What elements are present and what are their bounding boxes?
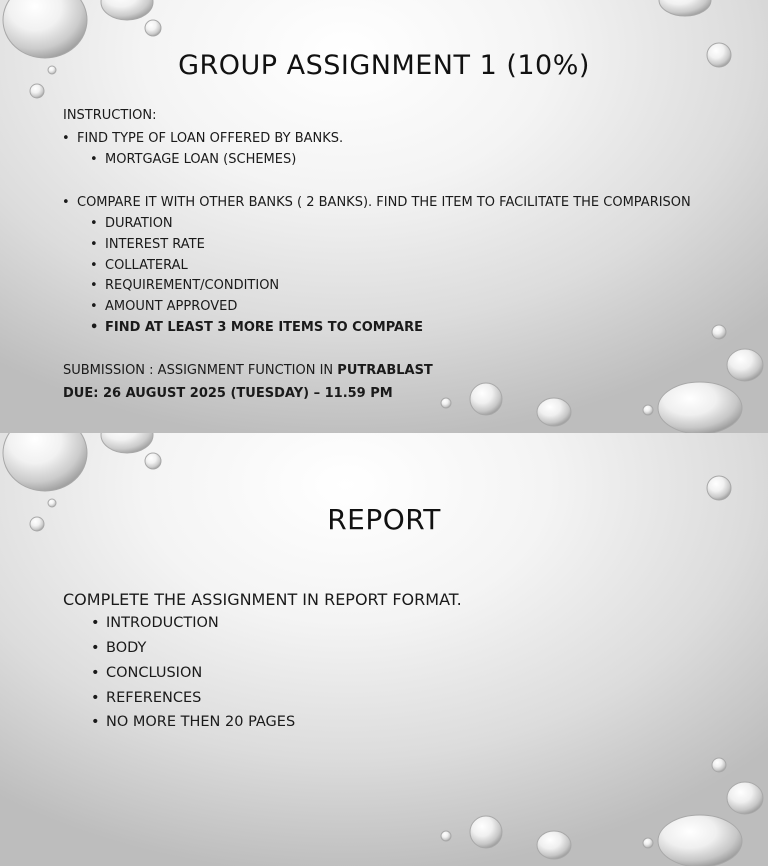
submission-platform: PUTRABLAST (337, 363, 433, 378)
slide-title: GROUP ASSIGNMENT 1 (10%) (178, 50, 590, 81)
instruction-label: INSTRUCTION: (63, 108, 157, 123)
list-item-references: • REFERENCES (106, 690, 201, 706)
slide-title: REPORT (327, 503, 441, 536)
sub-bullet-collateral: • COLLATERAL (105, 258, 188, 273)
submission-prefix: SUBMISSION : ASSIGNMENT FUNCTION IN (63, 363, 338, 378)
due-date: DUE: 26 AUGUST 2025 (TUESDAY) – 11.59 PM (63, 386, 393, 401)
sub-bullet-amount-approved: • AMOUNT APPROVED (105, 299, 237, 314)
list-item-introduction: • INTRODUCTION (106, 615, 219, 631)
sub-bullet-interest-rate: • INTEREST RATE (105, 237, 205, 252)
slide-2 (0, 433, 768, 866)
list-item-page-limit: • NO MORE THEN 20 PAGES (106, 714, 295, 730)
sub-bullet-mortgage-loan: • MORTGAGE LOAN (SCHEMES) (105, 152, 296, 167)
sub-bullet-more-items: • FIND AT LEAST 3 MORE ITEMS TO COMPARE (105, 320, 423, 335)
bullet-find-loan-type: • FIND TYPE OF LOAN OFFERED BY BANKS. (77, 131, 343, 146)
report-instruction: COMPLETE THE ASSIGNMENT IN REPORT FORMAT. (63, 590, 462, 609)
sub-bullet-duration: • DURATION (105, 216, 173, 231)
sub-bullet-requirement: • REQUIREMENT/CONDITION (105, 278, 279, 293)
bullet-compare-banks: • COMPARE IT WITH OTHER BANKS ( 2 BANKS). FIND THE ITEM TO FACILITATE THE COMPARISON (77, 195, 691, 210)
list-item-body: • BODY (106, 640, 146, 656)
list-item-conclusion: • CONCLUSION (106, 665, 202, 681)
submission-line (63, 363, 433, 378)
